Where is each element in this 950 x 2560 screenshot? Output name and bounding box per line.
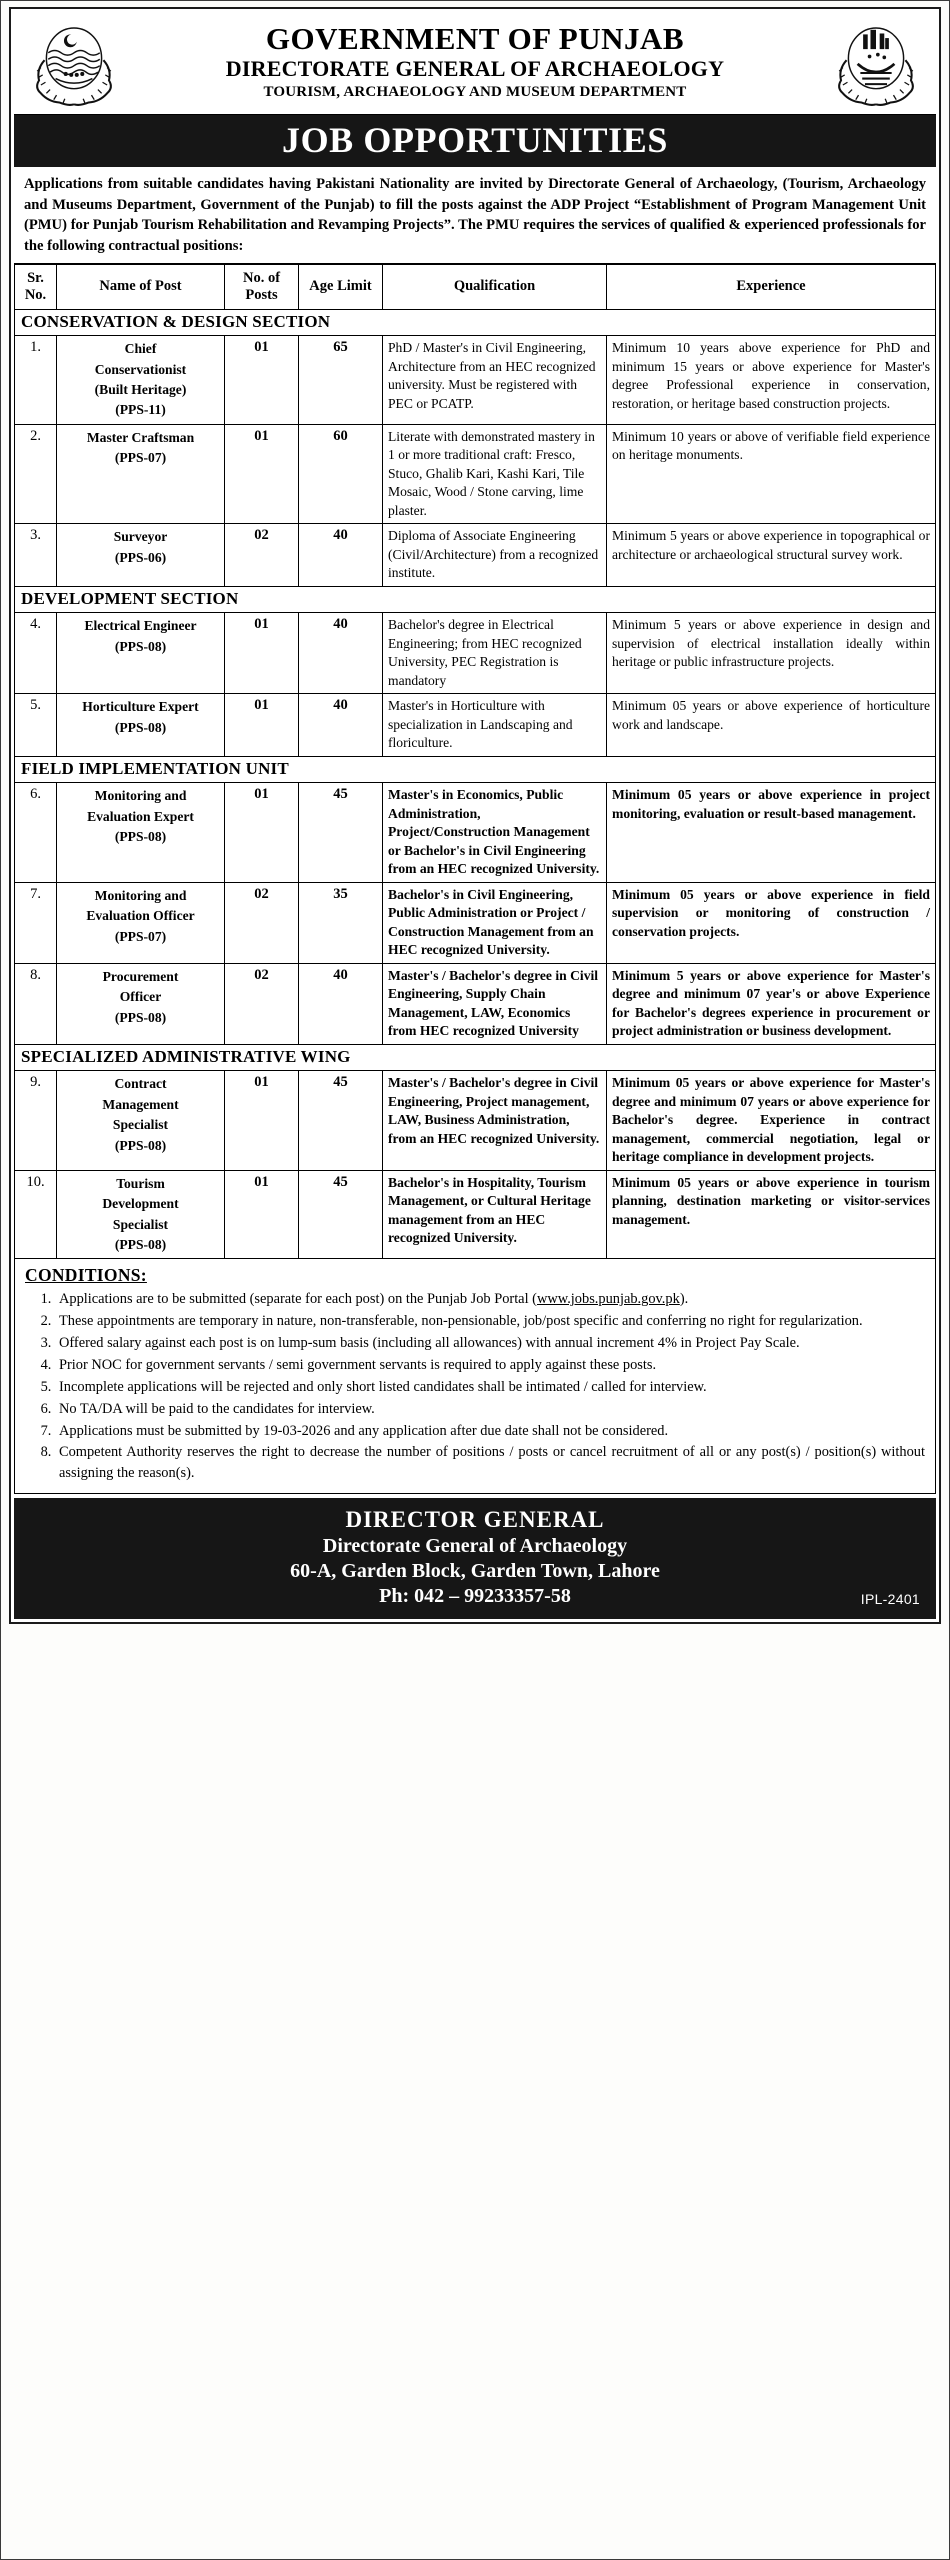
cell-experience: Minimum 5 years or above experience for Master's degree and minimum 07 year's or above Experience for Bachelor's degrees experience in procurement or project administration or business development. bbox=[607, 963, 936, 1044]
section-title: FIELD IMPLEMENTATION UNIT bbox=[15, 756, 936, 783]
cell-post-name: Monitoring and Evaluation Expert (PPS-08) bbox=[57, 783, 225, 882]
table-row bbox=[15, 524, 936, 586]
column-header-sr-no: Sr. No. bbox=[15, 264, 57, 309]
cell-age-limit: 40 bbox=[299, 524, 383, 586]
cell-experience: Minimum 05 years or above experience in field supervision or monitoring of construction / conservation projects. bbox=[607, 882, 936, 963]
punjab-government-crest-icon bbox=[28, 16, 120, 108]
jobs-table-body bbox=[15, 309, 936, 1259]
section-header-row bbox=[15, 756, 936, 783]
cell-age-limit: 40 bbox=[299, 963, 383, 1044]
cell-experience: Minimum 10 years or above of verifiable field experience on heritage monuments. bbox=[607, 424, 936, 523]
conditions-list bbox=[25, 1289, 925, 1484]
intro-paragraph: Applications from suitable candidates having Pakistani Nationality are invited by Directorate General of Archaeology, (Tourism, Archaeology and Museums Department, Government of the Punjab) to fill the posts against the ADP Project “Establishment of Program Management Unit (PMU) for Punjab Tourism Rehabilitation and Revamping Projects”. The PMU requires the services of qualified & experienced professionals for the following contractual positions: bbox=[14, 167, 936, 264]
masthead bbox=[14, 12, 936, 115]
advertisement-frame bbox=[9, 7, 941, 1624]
table-row bbox=[15, 882, 936, 963]
cell-qualification: Diploma of Associate Engineering (Civil/Architecture) from a recognized institute. bbox=[383, 524, 607, 586]
cell-experience: Minimum 05 years or above experience in project monitoring, evaluation or result-based management. bbox=[607, 783, 936, 882]
cell-qualification: Master's / Bachelor's degree in Civil Engineering, Supply Chain Management, LAW, Economics from HEC recognized University bbox=[383, 963, 607, 1044]
cell-experience: Minimum 5 years or above experience in topographical or architecture or archaeological structural survey work. bbox=[607, 524, 936, 586]
cell-age-limit: 40 bbox=[299, 694, 383, 756]
section-title: CONSERVATION & DESIGN SECTION bbox=[15, 309, 936, 336]
condition-item: 3. Offered salary against each post is on lump-sum basis (including all allowances) with annual increment 4% in Project Pay Scale. bbox=[55, 1333, 925, 1354]
cell-sr-no: 2. bbox=[15, 424, 57, 523]
footer-block bbox=[14, 1498, 936, 1619]
column-header-qualification: Qualification bbox=[383, 264, 607, 309]
punjab-job-portal-link[interactable]: www.jobs.punjab.gov.pk bbox=[536, 1291, 680, 1308]
cell-post-name: Chief Conservationist (Built Heritage) (PPS-11) bbox=[57, 336, 225, 425]
cell-qualification: Master's in Horticulture with specialization in Landscaping and floriculture. bbox=[383, 694, 607, 756]
section-title: SPECIALIZED ADMINISTRATIVE WING bbox=[15, 1044, 936, 1071]
column-header-experience: Experience bbox=[607, 264, 936, 309]
cell-age-limit: 45 bbox=[299, 1170, 383, 1259]
cell-no-of-posts: 01 bbox=[225, 424, 299, 523]
condition-item: 4. Prior NOC for government servants / semi government servants is required to apply against these posts. bbox=[55, 1355, 925, 1376]
cell-no-of-posts: 01 bbox=[225, 1071, 299, 1170]
cell-post-name: Contract Management Specialist (PPS-08) bbox=[57, 1071, 225, 1170]
section-header-row bbox=[15, 1044, 936, 1071]
table-row bbox=[15, 694, 936, 756]
cell-sr-no: 8. bbox=[15, 963, 57, 1044]
cell-age-limit: 40 bbox=[299, 613, 383, 694]
cell-age-limit: 45 bbox=[299, 1071, 383, 1170]
cell-post-name: Surveyor (PPS-06) bbox=[57, 524, 225, 586]
cell-no-of-posts: 01 bbox=[225, 694, 299, 756]
cell-post-name: Master Craftsman (PPS-07) bbox=[57, 424, 225, 523]
footer-designation: DIRECTOR GENERAL bbox=[345, 1507, 605, 1533]
cell-sr-no: 6. bbox=[15, 783, 57, 882]
footer-address: 60-A, Garden Block, Garden Town, Lahore bbox=[290, 1559, 660, 1582]
cell-age-limit: 35 bbox=[299, 882, 383, 963]
column-header-no-of-posts: No. of Posts bbox=[225, 264, 299, 309]
cell-qualification: Literate with demonstrated mastery in 1 or more traditional craft: Fresco, Stuco, Ghalib Kari, Kashi Kari, Tile Mosaic, Wood / Stone carving, lime plaster. bbox=[383, 424, 607, 523]
cell-post-name: Tourism Development Specialist (PPS-08) bbox=[57, 1170, 225, 1259]
cell-sr-no: 4. bbox=[15, 613, 57, 694]
column-header-age-limit: Age Limit bbox=[299, 264, 383, 309]
table-row bbox=[15, 1071, 936, 1170]
cell-experience: Minimum 05 years or above experience for Master's degree and minimum 07 years or above experience for Bachelor's degree. Experience in contract management, commercial negotiation, legal or heritage compliance in development projects. bbox=[607, 1071, 936, 1170]
conditions-section bbox=[14, 1259, 936, 1494]
cell-experience: Minimum 05 years or above experience in tourism planning, destination marketing or visitor-services management. bbox=[607, 1170, 936, 1259]
cell-experience: Minimum 05 years or above experience of horticulture work and landscape. bbox=[607, 694, 936, 756]
conditions-title: CONDITIONS: bbox=[25, 1265, 147, 1286]
condition-item: 8. Competent Authority reserves the right to decrease the number of positions / posts or cancel recruitment of all or any post(s) / position(s) without assigning the reason(s). bbox=[55, 1442, 925, 1484]
table-row bbox=[15, 963, 936, 1044]
cell-sr-no: 10. bbox=[15, 1170, 57, 1259]
cell-sr-no: 3. bbox=[15, 524, 57, 586]
cell-no-of-posts: 02 bbox=[225, 882, 299, 963]
directorate-title: DIRECTORATE GENERAL OF ARCHAEOLOGY bbox=[225, 55, 725, 81]
cell-post-name: Monitoring and Evaluation Officer (PPS-07) bbox=[57, 882, 225, 963]
cell-no-of-posts: 02 bbox=[225, 963, 299, 1044]
cell-experience: Minimum 5 years or above experience in design and supervision of electrical installation ideally within heritage or public infrastructure projects. bbox=[607, 613, 936, 694]
archaeology-department-crest-icon bbox=[830, 16, 922, 108]
cell-qualification: Master's in Economics, Public Administration, Project/Construction Management or Bachelor's in Civil Engineering from an HEC recognized University. bbox=[383, 783, 607, 882]
cell-sr-no: 1. bbox=[15, 336, 57, 425]
table-row bbox=[15, 613, 936, 694]
cell-experience: Minimum 10 years above experience for PhD and minimum 15 years or above experience for Master's degree Professional experience in conservation, restoration, or heritage based construction projects. bbox=[607, 336, 936, 425]
table-row bbox=[15, 424, 936, 523]
cell-sr-no: 9. bbox=[15, 1071, 57, 1170]
table-row bbox=[15, 1170, 936, 1259]
cell-qualification: Bachelor's in Hospitality, Tourism Management, or Cultural Heritage management from an HEC recognized University. bbox=[383, 1170, 607, 1259]
cell-qualification: Bachelor's degree in Electrical Engineering; from HEC recognized University, PEC Registration is mandatory bbox=[383, 613, 607, 694]
cell-age-limit: 65 bbox=[299, 336, 383, 425]
department-title: TOURISM, ARCHAEOLOGY AND MUSEUM DEPARTMENT bbox=[263, 83, 687, 100]
cell-sr-no: 7. bbox=[15, 882, 57, 963]
cell-no-of-posts: 01 bbox=[225, 613, 299, 694]
footer-office: Directorate General of Archaeology bbox=[322, 1534, 628, 1557]
cell-age-limit: 45 bbox=[299, 783, 383, 882]
cell-qualification: Master's / Bachelor's degree in Civil Engineering, Project management, LAW, Business Administration, from an HEC recognized University. bbox=[383, 1071, 607, 1170]
cell-qualification: Bachelor's in Civil Engineering, Public Administration or Project / Construction Management from an HEC recognized University. bbox=[383, 882, 607, 963]
condition-item: 5. Incomplete applications will be rejected and only short listed candidates shall be intimated / called for interview. bbox=[55, 1377, 925, 1398]
condition-item: 1. Applications are to be submitted (separate for each post) on the Punjab Job Portal (www.jobs.punjab.gov.pk). bbox=[55, 1289, 925, 1310]
cell-sr-no: 5. bbox=[15, 694, 57, 756]
condition-item: 7. Applications must be submitted by 19-03-2026 and any application after due date shall not be considered. bbox=[55, 1421, 925, 1442]
cell-no-of-posts: 01 bbox=[225, 336, 299, 425]
cell-post-name: Horticulture Expert (PPS-08) bbox=[57, 694, 225, 756]
job-opportunities-banner: JOB OPPORTUNITIES bbox=[14, 115, 936, 167]
cell-post-name: Electrical Engineer (PPS-08) bbox=[57, 613, 225, 694]
cell-no-of-posts: 01 bbox=[225, 1170, 299, 1259]
section-header-row bbox=[15, 586, 936, 613]
section-header-row bbox=[15, 309, 936, 336]
cell-no-of-posts: 01 bbox=[225, 783, 299, 882]
column-header-name-of-post: Name of Post bbox=[57, 264, 225, 309]
jobs-table bbox=[14, 264, 936, 1259]
advertisement-reference: IPL-2401 bbox=[860, 1590, 920, 1607]
cell-age-limit: 60 bbox=[299, 424, 383, 523]
condition-item: 6. No TA/DA will be paid to the candidates for interview. bbox=[55, 1399, 925, 1420]
masthead-titles bbox=[120, 23, 830, 101]
cell-qualification: PhD / Master's in Civil Engineering, Architecture from an HEC recognized university. Must be registered with PEC or PCATP. bbox=[383, 336, 607, 425]
section-title: DEVELOPMENT SECTION bbox=[15, 586, 936, 613]
footer-phone: Ph: 042 – 99233357-58 bbox=[379, 1584, 571, 1607]
cell-post-name: Procurement Officer (PPS-08) bbox=[57, 963, 225, 1044]
cell-no-of-posts: 02 bbox=[225, 524, 299, 586]
table-row bbox=[15, 336, 936, 425]
condition-item: 2. These appointments are temporary in nature, non-transferable, non-pensionable, job/post specific and conferring no right for regularization. bbox=[55, 1311, 925, 1332]
table-row bbox=[15, 783, 936, 882]
government-title: GOVERNMENT OF PUNJAB bbox=[265, 21, 685, 57]
table-header-row bbox=[15, 264, 936, 309]
